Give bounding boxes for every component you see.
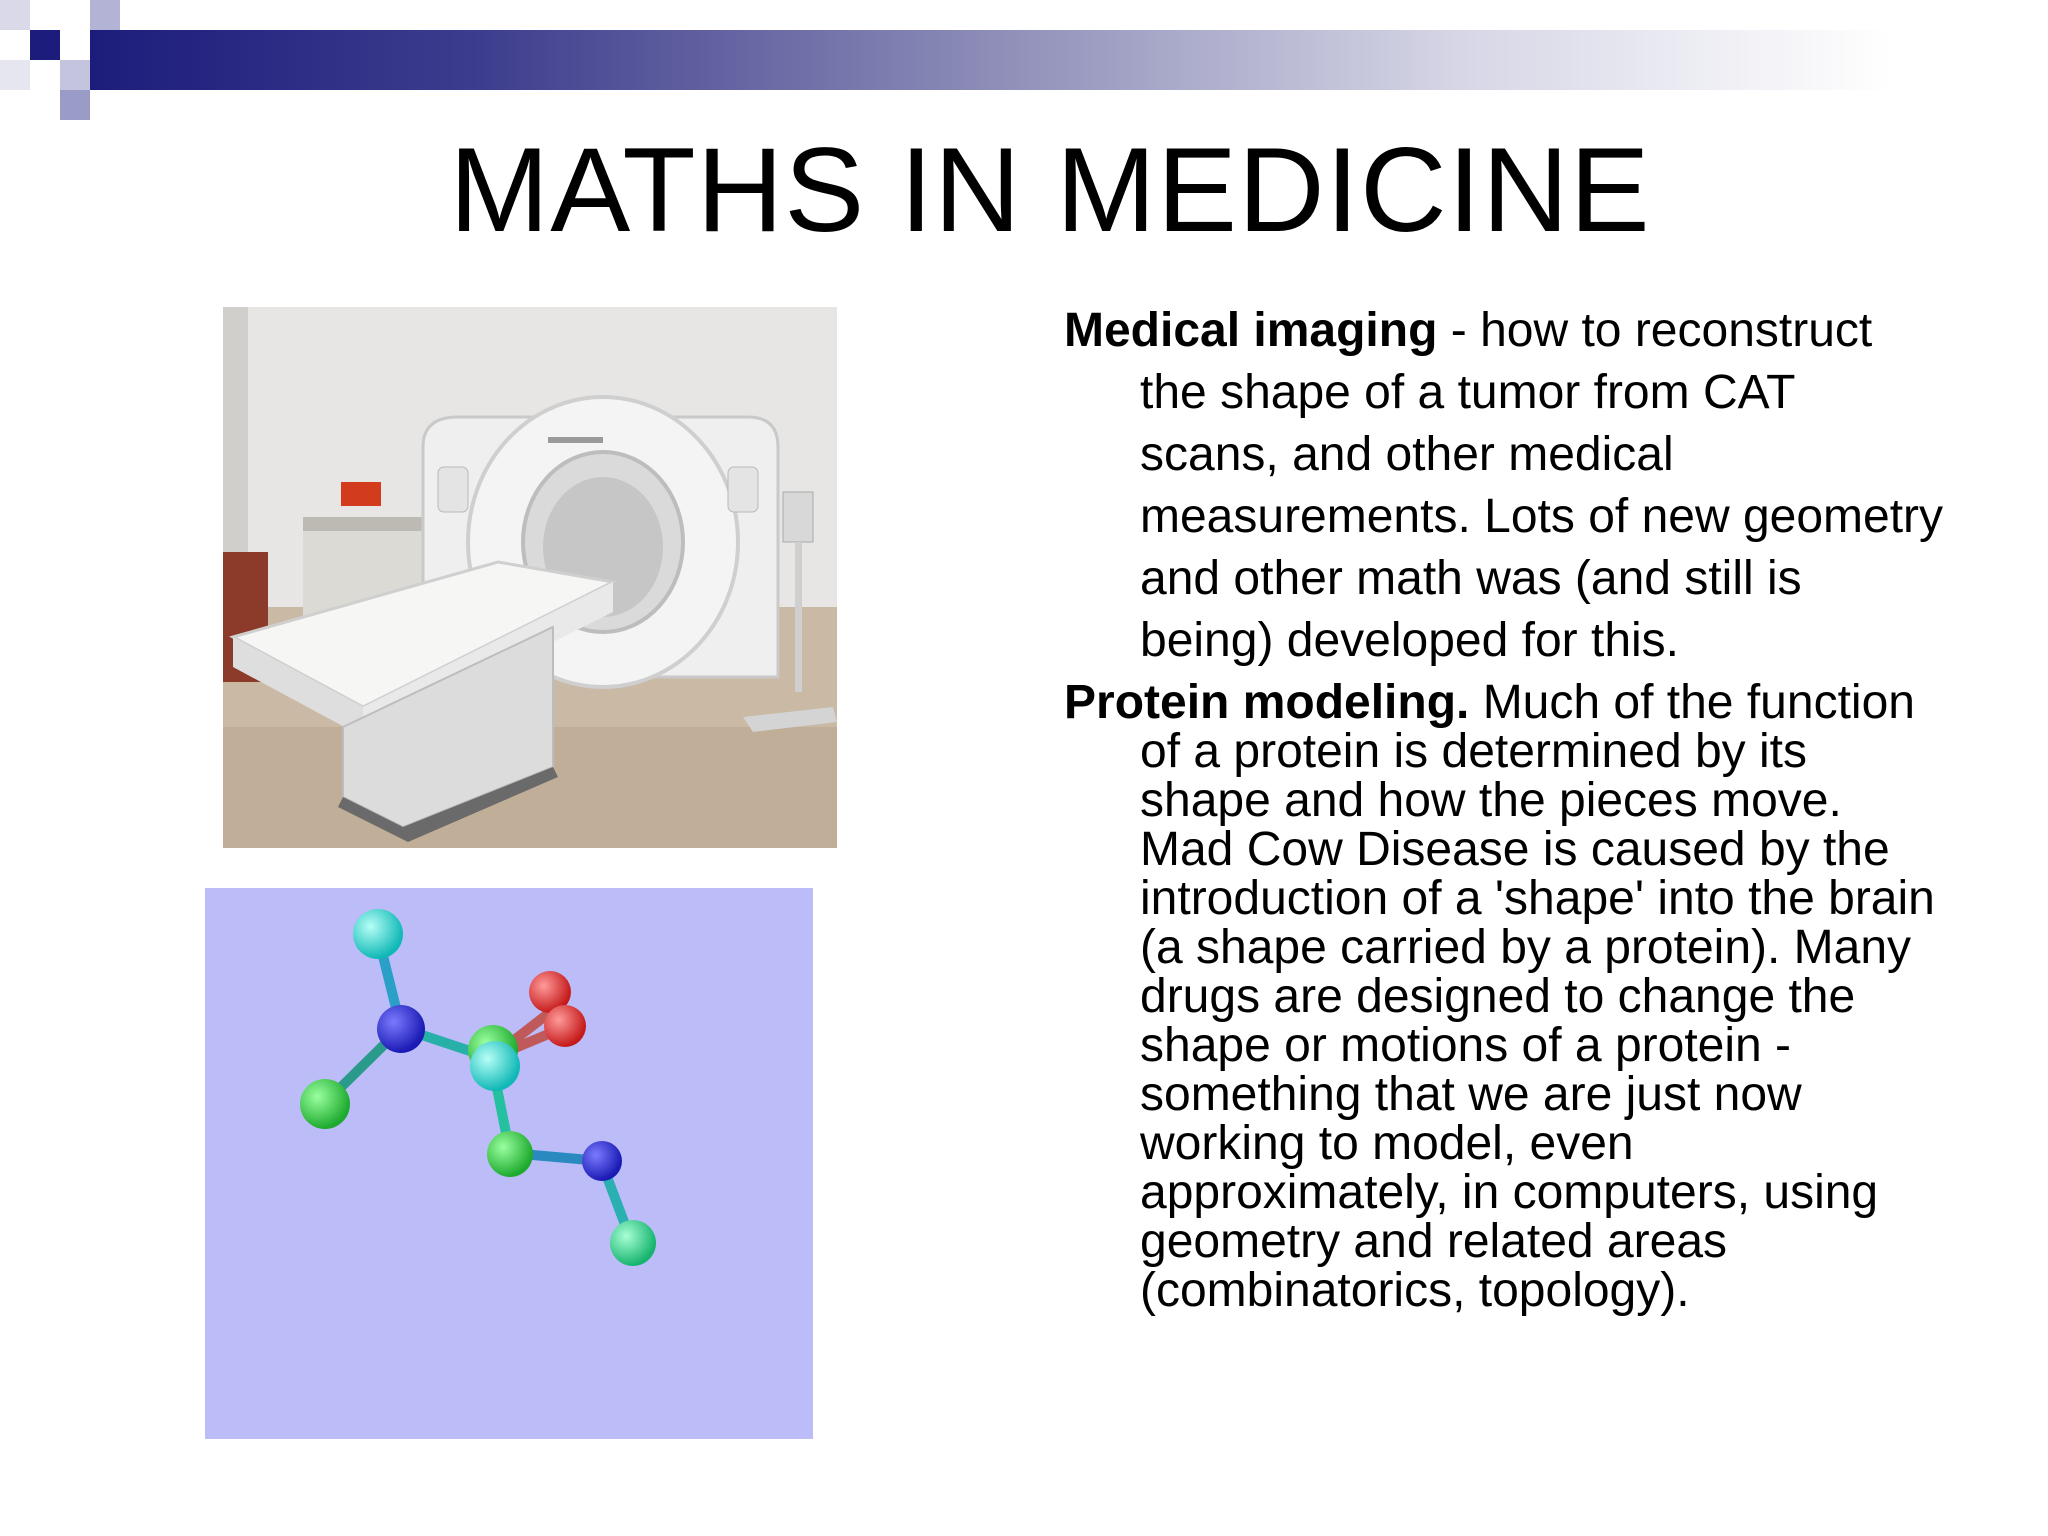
- medical-imaging-heading: Medical imaging: [1064, 304, 1438, 357]
- ct-scanner-photo: [223, 307, 837, 848]
- decor-square: [0, 60, 30, 90]
- protein-modeling-heading: Protein modeling.: [1064, 676, 1470, 729]
- molecule-illustration: [205, 888, 813, 1439]
- bullet-protein-modeling: [1064, 678, 1944, 1315]
- protein-modeling-body: Much of the function of a protein is determined by its shape and how the pieces move. Mad Cow Disease is caused by the introduction of a 'shape' into the brain (a shape carried by a protein). Many drugs are designed to change the shape or motions of a protein - something that we are just now working to model, even approximately, in computers, using geometry and related areas (combinatorics, topology).: [1140, 676, 1935, 1317]
- slide-body-text: [1064, 300, 1944, 1315]
- decor-square: [60, 90, 90, 120]
- medical-imaging-body: - how to reconstruct the shape of a tumor from CAT scans, and other medical measurements. Lots of new geometry and other math was (and still is being) developed for this.: [1140, 304, 1944, 667]
- header-gradient-band: [90, 30, 2048, 90]
- molecule-model-image: [205, 888, 813, 1439]
- decor-square: [60, 60, 90, 90]
- slide-title: MATHS IN MEDICINE: [449, 123, 1651, 257]
- decor-square: [0, 0, 30, 30]
- ct-scanner-illustration: [223, 307, 837, 848]
- decor-square: [30, 30, 60, 60]
- bullet-medical-imaging: [1064, 300, 1944, 672]
- decor-square: [90, 0, 120, 30]
